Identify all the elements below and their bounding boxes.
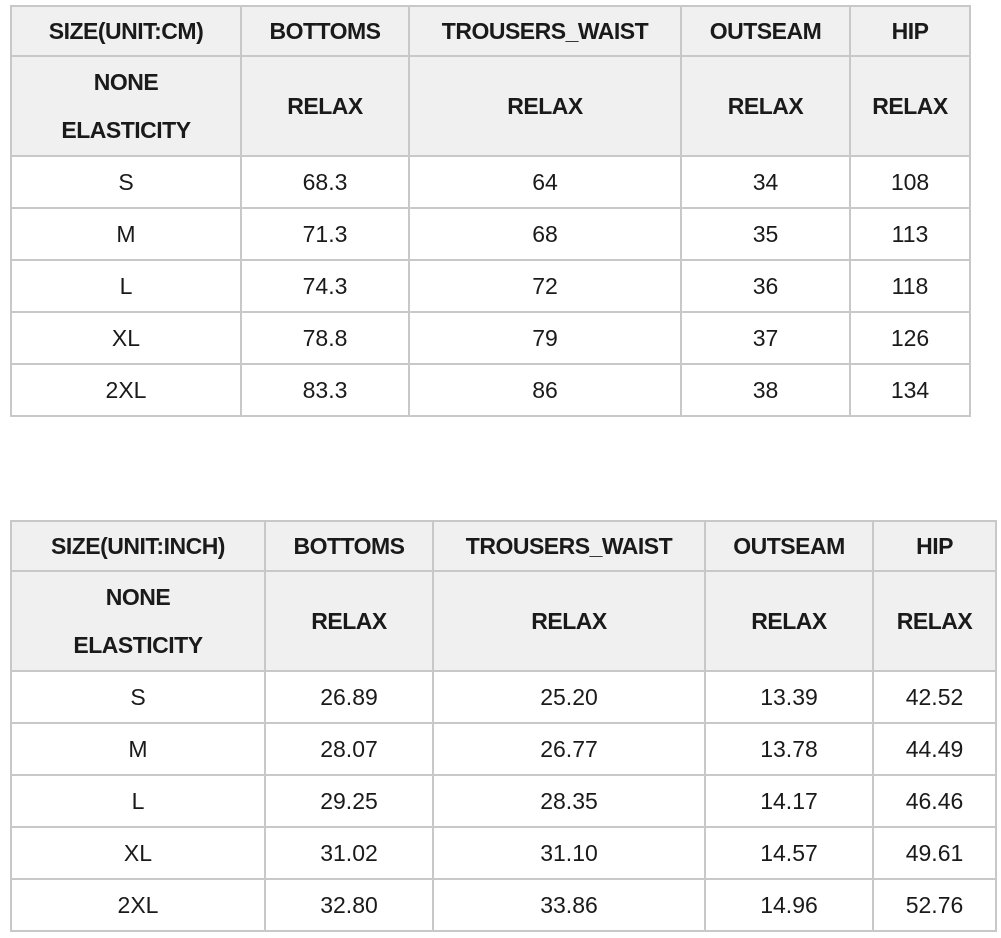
table-row (11, 208, 970, 260)
size-cell: L (11, 260, 241, 312)
subheader-cell: RELAX (681, 56, 850, 156)
elasticity-header (11, 571, 265, 671)
value-cell: 78.8 (241, 312, 409, 364)
table-row (11, 260, 970, 312)
value-cell: 28.35 (433, 775, 705, 827)
table-row (11, 827, 996, 879)
value-cell: 44.49 (873, 723, 996, 775)
header-cell: SIZE(UNIT:INCH) (11, 521, 265, 571)
header-row (11, 6, 970, 56)
value-cell: 13.39 (705, 671, 873, 723)
size-chart-cm (10, 5, 971, 417)
header-cell: SIZE(UNIT:CM) (11, 6, 241, 56)
header-cell: HIP (850, 6, 970, 56)
value-cell: 83.3 (241, 364, 409, 416)
subheader-row (11, 571, 996, 671)
elasticity-label: NONE (105, 584, 171, 610)
value-cell: 113 (850, 208, 970, 260)
value-cell: 35 (681, 208, 850, 260)
value-cell: 32.80 (265, 879, 433, 931)
subheader-cell: RELAX (705, 571, 873, 671)
value-cell: 71.3 (241, 208, 409, 260)
size-cell: 2XL (11, 879, 265, 931)
value-cell: 126 (850, 312, 970, 364)
size-cell: XL (11, 827, 265, 879)
size-cell: S (11, 156, 241, 208)
value-cell: 14.57 (705, 827, 873, 879)
value-cell: 34 (681, 156, 850, 208)
table-row (11, 775, 996, 827)
header-cell: OUTSEAM (681, 6, 850, 56)
header-cell: OUTSEAM (705, 521, 873, 571)
value-cell: 68 (409, 208, 681, 260)
subheader-cell: RELAX (265, 571, 433, 671)
header-cell: BOTTOMS (241, 6, 409, 56)
size-cell: M (11, 208, 241, 260)
value-cell: 108 (850, 156, 970, 208)
value-cell: 49.61 (873, 827, 996, 879)
value-cell: 28.07 (265, 723, 433, 775)
table-row (11, 671, 996, 723)
elasticity-header (11, 56, 241, 156)
header-cell: HIP (873, 521, 996, 571)
header-row (11, 521, 996, 571)
header-cell: TROUSERS_WAIST (409, 6, 681, 56)
subheader-cell: RELAX (873, 571, 996, 671)
value-cell: 46.46 (873, 775, 996, 827)
subheader-cell: RELAX (850, 56, 970, 156)
table-row (11, 723, 996, 775)
value-cell: 26.89 (265, 671, 433, 723)
subheader-cell: RELAX (409, 56, 681, 156)
size-cell: 2XL (11, 364, 241, 416)
header-cell: BOTTOMS (265, 521, 433, 571)
value-cell: 118 (850, 260, 970, 312)
value-cell: 29.25 (265, 775, 433, 827)
value-cell: 79 (409, 312, 681, 364)
header-cell: TROUSERS_WAIST (433, 521, 705, 571)
value-cell: 36 (681, 260, 850, 312)
size-cell: S (11, 671, 265, 723)
value-cell: 25.20 (433, 671, 705, 723)
table-row (11, 879, 996, 931)
elasticity-label: NONE (93, 69, 159, 95)
value-cell: 72 (409, 260, 681, 312)
table-row (11, 364, 970, 416)
elasticity-label: ELASTICITY (61, 117, 191, 143)
value-cell: 14.17 (705, 775, 873, 827)
value-cell: 13.78 (705, 723, 873, 775)
size-cell: L (11, 775, 265, 827)
size-chart-inch (10, 520, 997, 932)
value-cell: 37 (681, 312, 850, 364)
size-cell: XL (11, 312, 241, 364)
table-row (11, 312, 970, 364)
value-cell: 64 (409, 156, 681, 208)
value-cell: 31.10 (433, 827, 705, 879)
table-row (11, 156, 970, 208)
value-cell: 38 (681, 364, 850, 416)
value-cell: 52.76 (873, 879, 996, 931)
value-cell: 14.96 (705, 879, 873, 931)
subheader-row (11, 56, 970, 156)
value-cell: 31.02 (265, 827, 433, 879)
subheader-cell: RELAX (241, 56, 409, 156)
value-cell: 42.52 (873, 671, 996, 723)
subheader-cell: RELAX (433, 571, 705, 671)
value-cell: 86 (409, 364, 681, 416)
value-cell: 134 (850, 364, 970, 416)
value-cell: 74.3 (241, 260, 409, 312)
elasticity-label: ELASTICITY (73, 632, 203, 658)
value-cell: 33.86 (433, 879, 705, 931)
value-cell: 26.77 (433, 723, 705, 775)
size-cell: M (11, 723, 265, 775)
value-cell: 68.3 (241, 156, 409, 208)
